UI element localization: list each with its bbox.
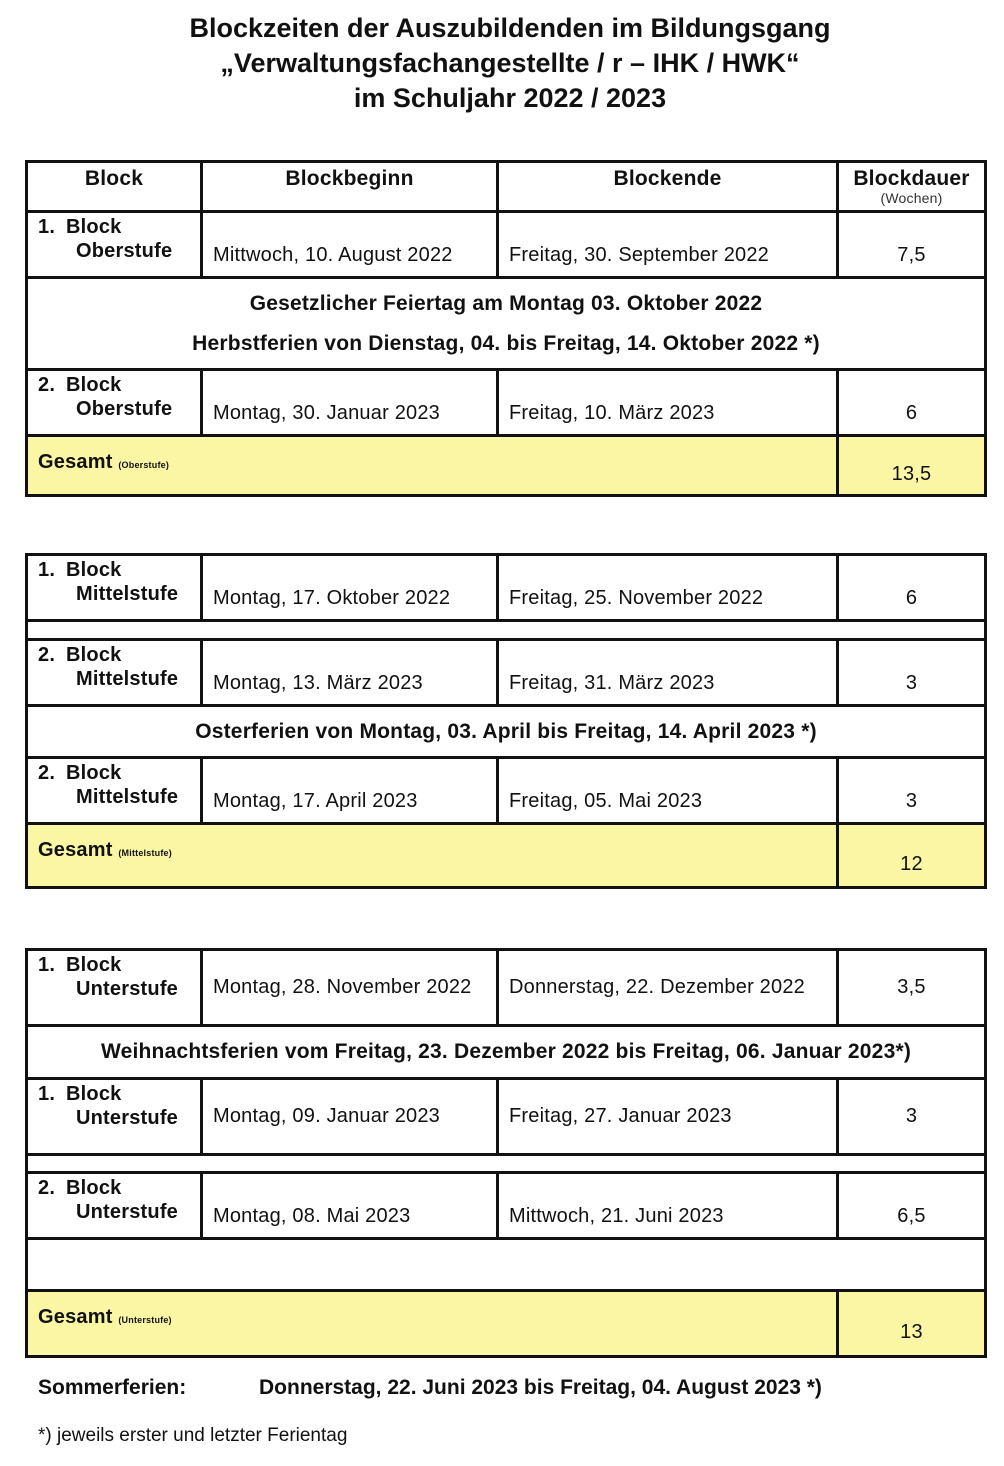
block-number: 1. <box>38 216 56 238</box>
holiday-note: Gesetzlicher Feiertag am Montag 03. Oktober 2022 <box>249 291 763 315</box>
table-row <box>27 758 986 824</box>
oberstufe-table <box>25 160 987 497</box>
spacer-row <box>27 621 986 640</box>
spacer-cell <box>27 621 986 640</box>
total-sub: (Mittelstufe) <box>118 848 172 858</box>
block-duration: 6 <box>838 370 986 436</box>
block-number: 2. <box>38 1177 56 1199</box>
block-begin: Montag, 28. November 2022 <box>202 950 498 1026</box>
block-level: Mittelstufe <box>76 668 179 690</box>
block-duration: 6 <box>838 555 986 621</box>
block-label <box>27 370 202 436</box>
block-number: 1. <box>38 954 56 976</box>
block-level: Unterstufe <box>76 1107 179 1129</box>
table-row <box>27 1079 986 1155</box>
block-begin: Montag, 17. April 2023 <box>202 758 498 824</box>
holiday-note: Osterferien von Montag, 03. April bis Freitag, 14. April 2023 *) <box>27 706 986 758</box>
table-row <box>27 555 986 621</box>
block-level: Mittelstufe <box>76 583 179 605</box>
block-label <box>27 1079 202 1155</box>
block-level: Oberstufe <box>76 398 173 420</box>
total-row <box>27 824 986 888</box>
header-block: Block <box>27 162 202 212</box>
page-title-line-1: Blockzeiten der Auszubildenden im Bildungsgang <box>189 13 831 43</box>
total-value: 13,5 <box>838 436 986 496</box>
block-begin: Montag, 08. Mai 2023 <box>202 1173 498 1239</box>
block-begin: Montag, 17. Oktober 2022 <box>202 555 498 621</box>
total-row <box>27 436 986 496</box>
block-end: Freitag, 31. März 2023 <box>498 640 838 706</box>
holiday-info <box>27 278 986 370</box>
empty-row <box>27 1239 986 1291</box>
header-duration <box>838 162 986 212</box>
block-label <box>27 212 202 278</box>
total-row <box>27 1291 986 1357</box>
summer-holidays <box>38 1376 822 1400</box>
block-word: Block <box>66 374 122 396</box>
table-row <box>27 1173 986 1239</box>
table-row <box>27 212 986 278</box>
mittelstufe-table <box>25 553 987 889</box>
total-word: Gesamt <box>38 839 113 861</box>
block-word: Block <box>66 1177 122 1199</box>
block-number: 1. <box>38 559 56 581</box>
page-title-line-2: „Verwaltungsfachangestellte / r – IHK / HWK“ <box>220 48 800 78</box>
block-number: 2. <box>38 374 56 396</box>
block-word: Block <box>66 762 122 784</box>
total-label <box>27 436 838 496</box>
block-duration: 3 <box>838 758 986 824</box>
empty-cell <box>27 1239 986 1291</box>
block-begin: Montag, 09. Januar 2023 <box>202 1079 498 1155</box>
block-label <box>27 555 202 621</box>
total-sub: (Oberstufe) <box>118 460 170 470</box>
header-duration-unit: (Wochen) <box>880 190 943 206</box>
block-label <box>27 950 202 1026</box>
info-row <box>27 278 986 370</box>
total-sub: (Unterstufe) <box>118 1315 172 1325</box>
block-level: Oberstufe <box>76 240 173 262</box>
block-duration: 3 <box>838 1079 986 1155</box>
header-row <box>27 162 986 212</box>
total-word: Gesamt <box>38 451 113 473</box>
total-word: Gesamt <box>38 1306 113 1328</box>
block-word: Block <box>66 1083 122 1105</box>
block-duration: 3,5 <box>838 950 986 1026</box>
summer-dates: Donnerstag, 22. Juni 2023 bis Freitag, 04. August 2023 *) <box>259 1376 822 1399</box>
block-label <box>27 1173 202 1239</box>
block-level: Unterstufe <box>76 1201 179 1223</box>
total-value: 12 <box>838 824 986 888</box>
page-title-line-3: im Schuljahr 2022 / 2023 <box>353 83 667 113</box>
block-number: 2. <box>38 644 56 666</box>
block-end: Freitag, 05. Mai 2023 <box>498 758 838 824</box>
total-label <box>27 824 838 888</box>
block-duration: 6,5 <box>838 1173 986 1239</box>
header-duration-label: Blockdauer <box>853 167 970 190</box>
info-row <box>27 706 986 758</box>
total-label <box>27 1291 838 1357</box>
block-word: Block <box>66 644 122 666</box>
block-level: Mittelstufe <box>76 786 179 808</box>
table-row <box>27 640 986 706</box>
header-begin: Blockbeginn <box>202 162 498 212</box>
block-end: Mittwoch, 21. Juni 2023 <box>498 1173 838 1239</box>
block-word: Block <box>66 559 122 581</box>
holiday-note: Weihnachtsferien vom Freitag, 23. Dezember 2022 bis Freitag, 06. Januar 2023*) <box>27 1026 986 1079</box>
unterstufe-table <box>25 948 987 1358</box>
block-label <box>27 758 202 824</box>
total-value: 13 <box>838 1291 986 1357</box>
block-level: Unterstufe <box>76 978 179 1000</box>
footnote: *) jeweils erster und letzter Ferientag <box>38 1425 348 1446</box>
block-duration: 3 <box>838 640 986 706</box>
block-word: Block <box>66 954 122 976</box>
summer-label: Sommerferien: <box>38 1376 187 1399</box>
block-word: Block <box>66 216 122 238</box>
block-begin: Montag, 30. Januar 2023 <box>202 370 498 436</box>
spacer-cell <box>27 1155 986 1173</box>
block-begin: Mittwoch, 10. August 2022 <box>202 212 498 278</box>
block-begin: Montag, 13. März 2023 <box>202 640 498 706</box>
block-end: Freitag, 27. Januar 2023 <box>498 1079 838 1155</box>
block-number: 2. <box>38 762 56 784</box>
block-end: Donnerstag, 22. Dezember 2022 <box>498 950 838 1026</box>
table-row <box>27 950 986 1026</box>
block-end: Freitag, 30. September 2022 <box>498 212 838 278</box>
info-row <box>27 1026 986 1079</box>
holiday-note: Herbstferien von Dienstag, 04. bis Freitag, 14. Oktober 2022 *) <box>192 331 820 355</box>
spacer-row <box>27 1155 986 1173</box>
block-end: Freitag, 10. März 2023 <box>498 370 838 436</box>
block-label <box>27 640 202 706</box>
block-duration: 7,5 <box>838 212 986 278</box>
header-end: Blockende <box>498 162 838 212</box>
block-number: 1. <box>38 1083 56 1105</box>
table-row <box>27 370 986 436</box>
block-end: Freitag, 25. November 2022 <box>498 555 838 621</box>
